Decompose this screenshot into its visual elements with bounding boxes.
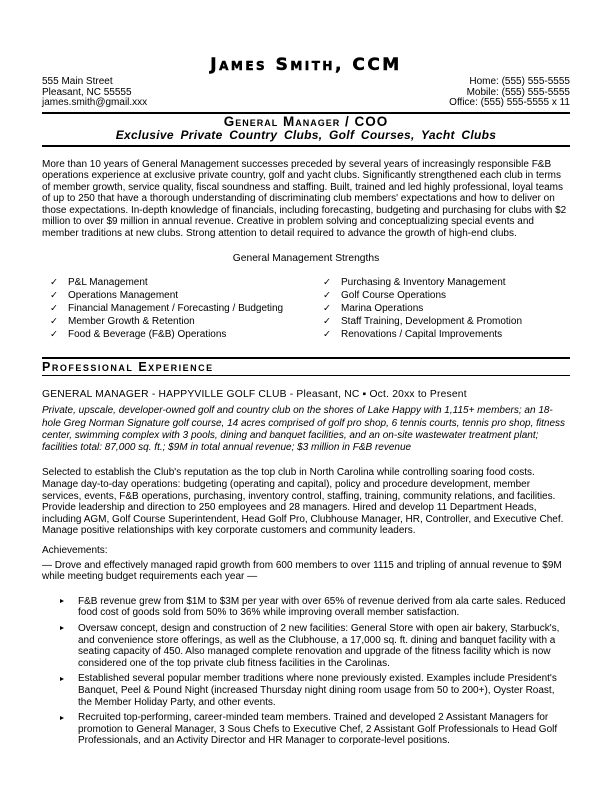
strength-label: Purchasing & Inventory Management <box>341 277 506 289</box>
strength-label: Renovations / Capital Improvements <box>341 329 503 341</box>
bullet-text: Oversaw concept, design and construction of 2 new facilities: General Store with open air bakery, Starbuck's, and convenience store offerings, as well as the Clubhouse, a 17,000 sq. ft. dining and banquet facility with a seating capacity of 450. Also managed complete renovation and upgrade of the fitness facility which is now considered one of the top private club fitness facilities in the Carolinas. <box>78 622 560 669</box>
strength-label: Operations Management <box>68 290 179 302</box>
strength-label: Financial Management / Forecasting / Budgeting <box>68 303 284 315</box>
check-icon: ✓ <box>323 329 331 341</box>
check-icon: ✓ <box>50 329 58 341</box>
bullet-icon <box>60 626 64 630</box>
bullet-text: F&B revenue grew from $1M to $3M per year with over 65% of revenue derived from ala carte sales. Reduced food cost of goods sold from 50% to 36% while improving overall member satisfaction. <box>78 595 566 619</box>
contact-block <box>42 77 570 109</box>
check-icon: ✓ <box>323 316 331 328</box>
company-profile-paragraph: Private, upscale, developer-owned golf and country club on the shores of Lake Happy with 1,115+ members; an 18-hole Greg Norman Signature golf course, 14 acres comprised of golf pro shop, 6 tennis courts, tennis pro shop, fitness center, swimming complex with 3 pools, dining and banquet facilities, and an on-site wastewater treatment plant; facilities total: 87,000 sq. ft.; $9M in total annual revenue; $3 million in F&B revenue <box>42 405 566 454</box>
office-phone: Office: (555) 555-5555 x 11 <box>449 97 570 108</box>
check-icon: ✓ <box>50 303 58 315</box>
job-title-line: GENERAL MANAGER - HAPPYVILLE GOLF CLUB - Pleasant, NC ▪ Oct. 20xx to Present <box>42 389 467 401</box>
check-icon: ✓ <box>323 303 331 315</box>
home-phone: Home: (555) 555-5555 <box>469 76 570 87</box>
address-block <box>42 77 147 109</box>
check-icon: ✓ <box>323 277 331 289</box>
strength-item <box>323 289 570 302</box>
strength-item <box>323 302 570 315</box>
strength-label: P&L Management <box>68 277 148 289</box>
check-icon: ✓ <box>323 290 331 302</box>
list-item <box>42 596 570 619</box>
check-icon: ✓ <box>50 290 58 302</box>
section-heading-professional-experience: Professional Experience <box>42 357 570 376</box>
strength-item <box>323 328 570 341</box>
strength-label: Marina Operations <box>341 303 424 315</box>
bullet-text: Established several popular member traditions where none previously existed. Examples include President's Banquet, Peel & Pound Night (increased Thursday night dining room usage from 50 to 200+), Oyster Roast, the Member Holiday Party, and other events. <box>78 673 557 708</box>
strengths-column-right <box>323 276 570 341</box>
list-item <box>42 673 570 708</box>
list-item <box>42 623 570 669</box>
achievements-label: Achievements: <box>42 545 108 556</box>
bullet-icon <box>60 716 64 720</box>
summary-paragraph: More than 10 years of General Management successes preceded by several years of increasingly responsible F&B operations experience at exclusive private country, golf and yacht clubs. Significantly strengthened each club in terms of member growth, service quality, fiscal soundness and staffing. Built, trained and led highly professional, loyal teams of up to 250 that have a thorough understanding of discriminating club members' expectations and how to deliver on those expectations. In-depth knowledge of financials, including forecasting, budgeting and purchasing for clubs with $2 million to over $9 million in annual revenue. Creative in problem solving and conceptualizing special events and member traditions at new clubs. Strong attention to detail required to advance the growth of high-end clubs. <box>42 158 567 240</box>
role-summary-paragraph: Selected to establish the Club's reputation as the top club in North Carolina while controlling soaring food costs. Manage day-to-day operations: budgeting (operating and capital), policy and procedure development, member services, events, F&B operations, purchasing, inventory control, staffing, training, community relations, and facilities. Provide leadership and direction to 250 employees and 28 managers. Hired and develop 11 Department Heads, including AGM, Golf Course Superintendent, Head Golf Pro, Clubhouse Manager, HR, Controller, and Executive Chef. Manage positive relationships with key corporate customers and community leaders. <box>42 467 564 537</box>
strength-item <box>323 276 570 289</box>
achievements-bullet-list <box>42 596 570 747</box>
strength-label: Staff Training, Development & Promotion <box>341 316 523 328</box>
email-address: james.smith@gmail.xxx <box>42 97 148 108</box>
bullet-icon <box>60 677 64 681</box>
strength-item <box>50 328 323 341</box>
address-line: 555 Main Street <box>42 76 113 87</box>
mobile-phone: Mobile: (555) 555-5555 <box>466 86 570 98</box>
list-item <box>42 712 570 747</box>
bullet-icon <box>60 599 64 603</box>
strength-label: Member Growth & Retention <box>68 316 195 328</box>
bullet-text: Recruited top-performing, career-minded team members. Trained and developed 2 Assistant Managers for promotion to General Manager, 3 Sous Chefs to Executive Chef, 2 Assistant Golf Professionals to Head Golf Professionals, and an Activity Director and HR Manager to corporate-level positions. <box>78 712 558 747</box>
check-icon: ✓ <box>50 277 58 289</box>
strength-label: Food & Beverage (F&B) Operations <box>68 329 227 341</box>
strengths-list <box>42 276 570 341</box>
strengths-heading: General Management Strengths <box>232 252 380 264</box>
strength-item <box>323 315 570 328</box>
check-icon: ✓ <box>50 316 58 328</box>
target-job-title: General Manager / COO <box>223 113 389 129</box>
strength-item <box>50 276 323 289</box>
achievements-intro: — Drove and effectively managed rapid growth from 600 members to over 1115 and tripling of annual revenue to $9M while meeting budget requirements each year — <box>42 559 562 583</box>
candidate-name: James Smith, CCM <box>210 55 402 75</box>
strength-label: Golf Course Operations <box>341 290 447 302</box>
target-job-subtitle: Exclusive Private Country Clubs, Golf Courses, Yacht Clubs <box>115 127 497 142</box>
strength-item <box>50 315 323 328</box>
phone-block <box>449 77 570 109</box>
strength-item <box>50 289 323 302</box>
address-line: Pleasant, NC 55555 <box>42 86 132 98</box>
strengths-column-left <box>42 276 323 341</box>
title-banner <box>42 112 570 147</box>
strength-item <box>50 302 323 315</box>
